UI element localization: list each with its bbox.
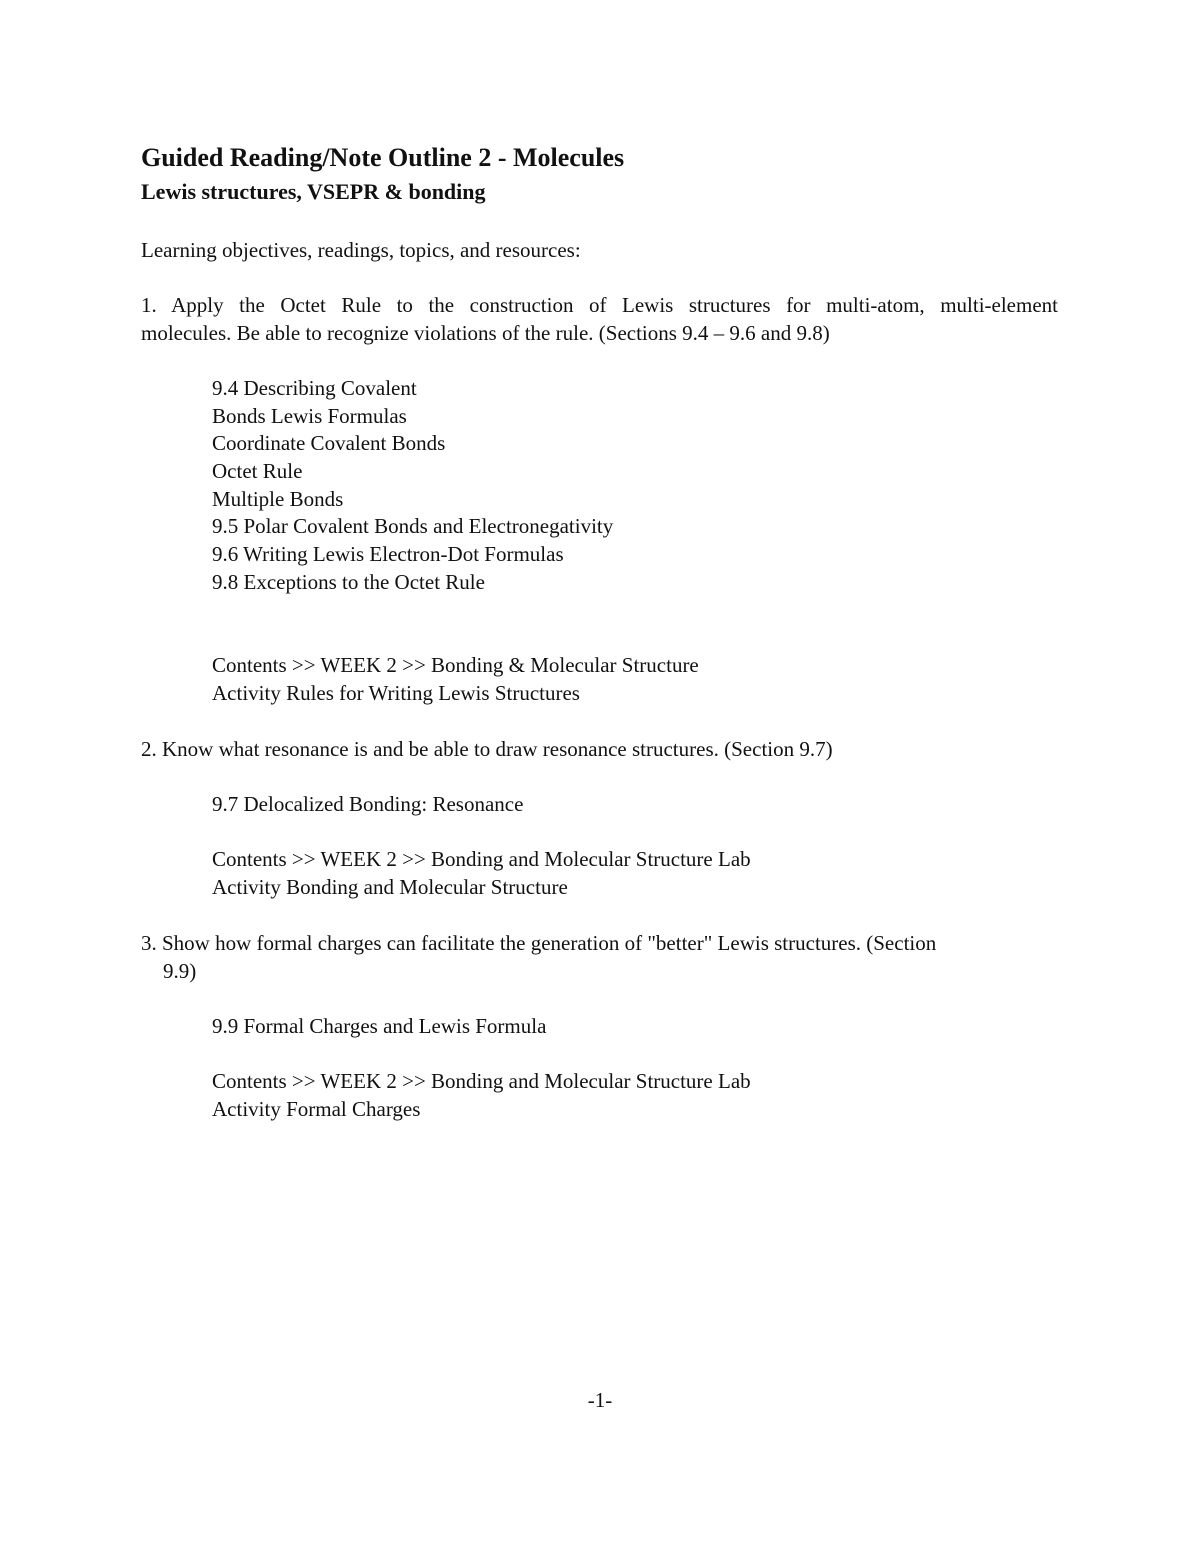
page-title: Guided Reading/Note Outline 2 - Molecules [141,143,625,172]
objective-3-resource: Activity Formal Charges [212,1097,421,1121]
intro-text: Learning objectives, readings, topics, and resources: [141,238,581,262]
objective-1-topic: Coordinate Covalent Bonds [212,431,446,455]
objective-3-resource: Contents >> WEEK 2 >> Bonding and Molecular Structure Lab [212,1069,751,1093]
objective-2-line-1: 2. Know what resonance is and be able to draw resonance structures. (Section 9.7) [141,737,833,761]
objective-1-line-2: molecules. Be able to recognize violations of the rule. (Sections 9.4 – 9.6 and 9.8) [141,321,830,345]
page-number: -1- [587,1388,613,1412]
objective-2-topic: 9.7 Delocalized Bonding: Resonance [212,792,524,816]
objective-1-topic: Multiple Bonds [212,487,344,511]
objective-3-line-2: 9.9) [163,959,197,983]
objective-1-topic: 9.6 Writing Lewis Electron-Dot Formulas [212,542,564,566]
objective-2-resource: Activity Bonding and Molecular Structure [212,875,568,899]
objective-1-line-1: 1. Apply the Octet Rule to the construction of Lewis structures for multi-atom, multi-element [141,293,1058,317]
page-subtitle: Lewis structures, VSEPR & bonding [141,179,486,204]
objective-1-topic: Octet Rule [212,459,303,483]
objective-1-topic: 9.4 Describing Covalent [212,376,417,400]
objective-1-topic: 9.5 Polar Covalent Bonds and Electronegativity [212,514,614,538]
objective-1-resource: Contents >> WEEK 2 >> Bonding & Molecular Structure [212,653,699,677]
objective-1-topic: Bonds Lewis Formulas [212,404,407,428]
objective-1-resource: Activity Rules for Writing Lewis Structures [212,681,580,705]
objective-3-line-1: 3. Show how formal charges can facilitate the generation of "better" Lewis structures. (Section [141,931,937,955]
objective-3-topic: 9.9 Formal Charges and Lewis Formula [212,1014,547,1038]
objective-1-topic: 9.8 Exceptions to the Octet Rule [212,570,485,594]
objective-2-resource: Contents >> WEEK 2 >> Bonding and Molecular Structure Lab [212,847,751,871]
